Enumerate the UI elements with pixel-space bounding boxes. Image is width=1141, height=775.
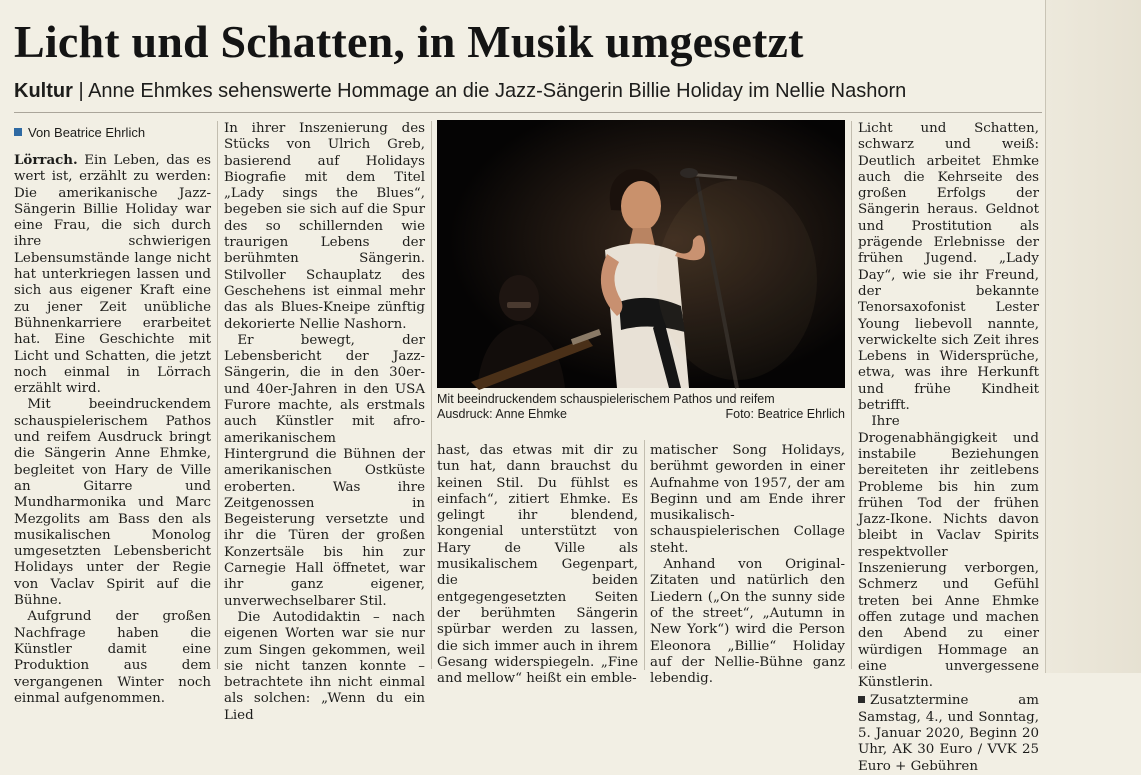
paragraph: hast, das etwas mit dir zu tun hat, dann brauchst du keinen Stil. Du fühlst es einfach“, zitiert Ehmke. Es gelingt ihr blendend, kongenial unterstützt von Hary de Ville als musikalischem Gegenpart, die beiden entgegengesetzten Seiten der berühmten Sängerin spürbar werden zu lassen, die sich immer auch in ihrem Gesang widerspiegeln. „Fine and mellow“ heißt ein emble- [437, 443, 638, 687]
event-info-text: Zusatztermine am Samstag, 4., und Sonntag, 5. Januar 2020, Beginn 20 Uhr, AK 30 Euro / VVK 25 Euro + Gebühren [858, 693, 1039, 774]
caption-row [437, 407, 845, 422]
article-column-2 [224, 121, 425, 723]
paragraph [14, 152, 211, 397]
paragraph-text: Ein Leben, das es wert ist, erzählt zu werden: Die amerikanische Jazz-Sängerin Billie Holiday war eine Frau, die sich durch ihre schwierigen Lebensumstände lange nicht hat unterkriegen lassen und sich aus eigener Kraft eine zu jener Zeit unübliche Bühnenkarriere erarbeitet hat. Eine Geschichte mit Licht und Schatten, die jetzt noch einmal in Lörrach erzählt wird. [14, 153, 211, 397]
paragraph: Er bewegt, der Lebensbericht der Jazz-Sängerin, die in den 30er- und 40er-Jahren in den USA Furore machte, als erstmals auch Künstler mit afro-amerikanischem Hintergrund die Bühnen der amerikanischen Ostküste eroberten. Was ihre Zeitgenossen in Begeisterung versetzte und ihr die Türen der großen Konzertsäle bis hin zur Carnegie Hall öffnetet, war ihr ganz eigener, unverwechselbarer Stil. [224, 332, 425, 609]
paragraph: Aufgrund der großen Nachfrage haben die Künstler damit eine Produktion aus dem vergangenen Winter noch einmal aufgenommen. [14, 609, 211, 706]
column-divider [851, 121, 852, 669]
byline-marker-icon [14, 128, 22, 136]
byline [14, 125, 145, 141]
paragraph: Die Autodidaktin – nach eigenen Worten war sie nur zum Singen gekommen, weil sie nicht tanzen konnte – betrachtete ihn nicht einmal als solchen: „Wenn du ein Lied [224, 609, 425, 723]
paragraph: Mit beeindruckendem schauspielerischem Pathos und reifem Ausdruck bringt die Sängerin Anne Ehmke, begleitet von Hary de Ville an Gitarre und Mundharmonika und Marc Mezgolits am Bass den als musikalischen Monolog umgesetzten Lebensbericht Holidays unter der Regie von Vaclav Spirit auf die Bühne. [14, 397, 211, 609]
column-divider [644, 440, 645, 670]
column-divider [217, 121, 218, 669]
caption-line: Ausdruck: Anne Ehmke [437, 407, 567, 421]
subheadline [14, 78, 1044, 104]
concert-photo [437, 120, 845, 388]
caption-line: Mit beeindruckendem schauspielerischem Pathos und reifem [437, 392, 775, 406]
byline-text: Von Beatrice Ehrlich [28, 125, 146, 140]
info-marker-icon [858, 696, 865, 703]
adjacent-page-bleed [1045, 0, 1141, 673]
paragraph: Licht und Schatten, schwarz und weiß: Deutlich arbeitet Ehmke auch die Kehrseite des großen Erfolgs der Sängerin heraus. Geldnot und Prostitution als prägende Erlebnisse der frühen Jugend. „Lady Day“, wie sie ihr Freund, der bekannte Tenorsaxofonist Lester Young liebevoll nannte, verwickelte sich Zeit ihres Lebens in Widersprüche, etwa, was ihre Herkunft und frühe Kindheit betrifft. [858, 121, 1039, 414]
article-column-3 [437, 443, 638, 687]
paragraph: Ihre Drogenabhängigkeit und instabile Beziehungen bereiteten ihr zeitlebens Probleme bis hin zum frühen Tod der frühen Jazz-Ikone. Nichts davon bleibt in Vaclav Spirits respektvoller Inszenierung verborgen, Schmerz und Gefühl treten bei Anne Ehmke offen zutage und machen den Abend zu einer würdigen Hommage an eine unvergessene Künstlerin. [858, 414, 1039, 691]
paragraph: Anhand von Original-Zitaten und natürlich den Liedern („On the sunny side of the street“, „Autumn in New York“) wird die Person Eleonora „Billie“ Holiday auf der Nellie-Bühne ganz lebendig. [650, 557, 845, 687]
article-column-5 [858, 121, 1039, 774]
column-divider [431, 121, 432, 669]
section-label: Kultur [14, 80, 73, 102]
photo-credit: Foto: Beatrice Ehrlich [725, 407, 845, 421]
article-column-1 [14, 152, 211, 706]
dateline: Lörrach. [14, 152, 78, 168]
headline-rule [14, 112, 1042, 113]
headline: Licht und Schatten, in Musik umgesetzt [14, 16, 804, 67]
paragraph: In ihrer Inszenierung des Stücks von Ulrich Greb, basierend auf Holidays Biografie mit dem Titel „Lady sings the Blues“, begeben sie sich auf die Spur des so schillernden wie traurigen Lebens der berühmten Sängerin. Stilvoller Schauplatz des Geschehens ist einmal mehr das als Blues-Kneipe zünftig dekorierte Nellie Nashorn. [224, 121, 425, 332]
photo-caption [437, 392, 845, 422]
article-column-4 [650, 443, 845, 687]
subheadline-text: | Anne Ehmkes sehenswerte Hommage an die Jazz-Sängerin Billie Holiday im Nellie Nashorn [72, 80, 907, 102]
singer-on-stage-illustration [437, 120, 845, 388]
paragraph: matischer Song Holidays, berühmt geworden in einer Aufnahme von 1957, der am Beginn und am Ende ihrer musikalisch-schauspielerischen Collage steht. [650, 443, 845, 556]
event-info [858, 693, 1039, 774]
